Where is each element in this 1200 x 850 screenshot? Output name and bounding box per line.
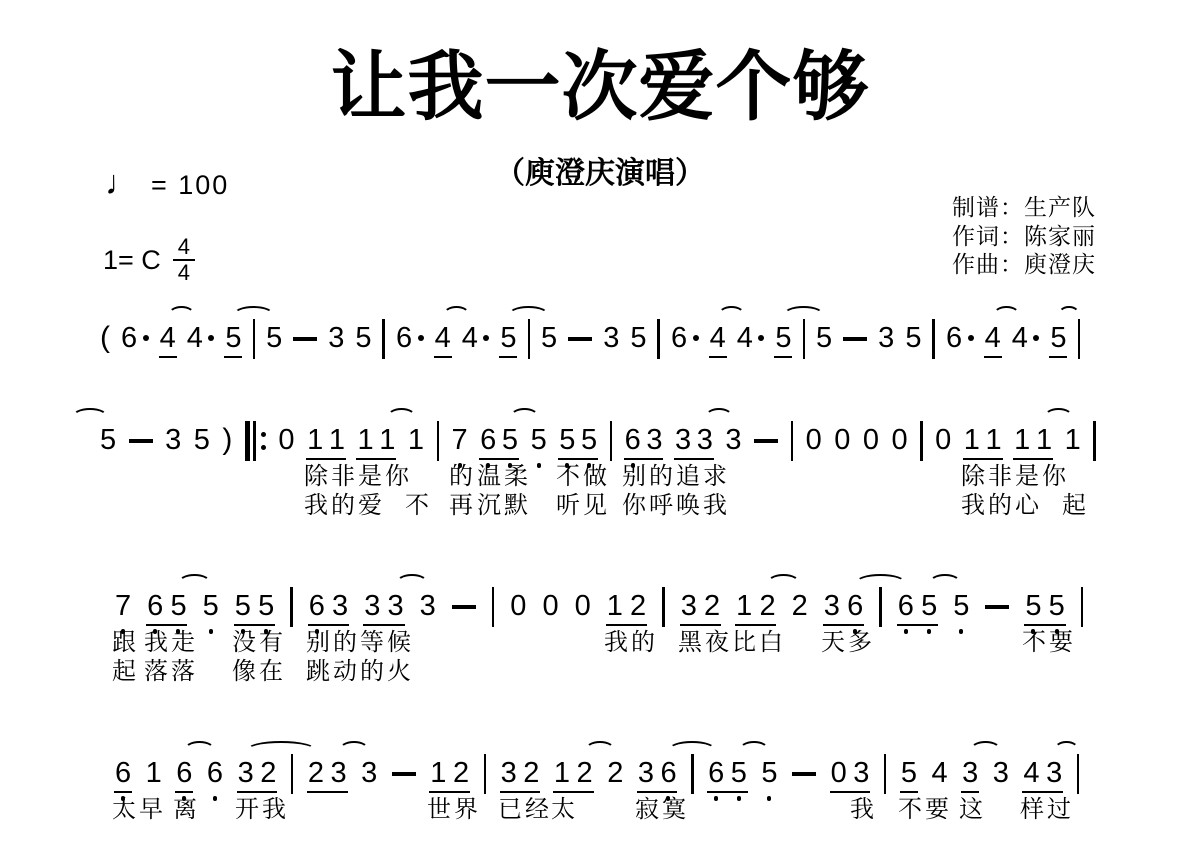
note-token: 0	[542, 590, 559, 622]
lyric-run: 样过	[1020, 796, 1074, 823]
note-token: 0	[830, 757, 847, 789]
note-token: 5	[530, 424, 547, 456]
lyric-run: 的	[449, 463, 476, 490]
note-token: 1	[1064, 424, 1081, 456]
beam-line	[114, 791, 132, 794]
beam-line	[224, 356, 242, 359]
time-denominator: 4	[177, 260, 191, 285]
note-token: 5	[559, 424, 576, 456]
slur-arc	[718, 306, 745, 324]
barline	[884, 754, 887, 794]
note-token: 3	[332, 590, 349, 622]
note-token: 4	[736, 322, 753, 354]
note-token: 0	[935, 424, 952, 456]
barline	[691, 754, 694, 794]
note-token: 6	[670, 322, 688, 354]
note-token: 6	[847, 590, 864, 622]
note-token: 1	[307, 424, 324, 456]
slur-arc	[993, 306, 1020, 324]
lyric-run: 别的等候	[306, 629, 414, 656]
slur-arc	[339, 741, 369, 759]
dash-note	[129, 439, 153, 443]
beam-line	[707, 791, 748, 794]
lyric-run: 寂寞	[635, 796, 689, 823]
slur-arc	[1058, 306, 1080, 324]
note-token: 5	[1048, 590, 1065, 622]
note-token: 1	[407, 424, 425, 456]
slur-arc	[387, 408, 416, 426]
octave-dot	[959, 629, 964, 634]
note-token: 3	[680, 590, 697, 622]
note-token: 5	[355, 322, 372, 354]
lyric-run: 跳动的火	[306, 658, 414, 685]
note-token: 5	[541, 322, 558, 354]
barline	[253, 319, 256, 359]
note-token: 5	[775, 322, 792, 354]
slur-arc	[168, 306, 195, 324]
dash-note	[754, 439, 778, 443]
beam-line	[434, 356, 452, 359]
note-token: 7	[115, 590, 132, 622]
note-token: 4	[159, 322, 176, 354]
beam-line	[984, 356, 1002, 359]
song-title: 让我一次爱个够	[330, 45, 870, 130]
augmentation-dot	[968, 335, 974, 341]
score-line-4	[112, 757, 1094, 823]
barline	[484, 754, 487, 794]
beam-line	[963, 458, 1003, 461]
note-token: 0	[510, 590, 527, 622]
note-token: 0	[805, 424, 822, 456]
slur-arc	[585, 741, 615, 759]
lyric-run: 你呼唤我	[622, 492, 730, 519]
lyric-run: 已经	[498, 796, 552, 823]
note-token: 5	[225, 322, 242, 354]
note-token: 1	[606, 590, 623, 622]
note-token: 4	[1011, 322, 1028, 354]
lyric-run: 起	[1062, 492, 1089, 519]
slur-arc	[855, 574, 906, 592]
octave-dot	[213, 796, 218, 801]
beam-line	[624, 458, 663, 461]
lyric-run: 这	[959, 796, 986, 823]
beam-line	[307, 791, 348, 794]
note-token: 5	[501, 424, 519, 456]
note-token: 2	[307, 757, 324, 789]
lyric-run: 像在	[232, 658, 286, 685]
lyric-run: 起	[112, 658, 139, 685]
note-token: 2	[576, 757, 593, 789]
note-token: 3	[387, 590, 404, 622]
note-token: 6	[395, 322, 413, 354]
note-token: 3	[330, 757, 347, 789]
note-token: 5	[234, 590, 251, 622]
barline	[528, 319, 531, 359]
lyric-run: 温柔	[477, 463, 531, 490]
lyric-run: 我的	[604, 629, 658, 656]
slur-arc	[739, 741, 769, 759]
barline	[1077, 754, 1080, 794]
note-token: 4	[931, 757, 948, 789]
slur-arc	[246, 741, 316, 759]
lyric-run: 除非是你	[961, 463, 1069, 490]
slur-arc	[929, 574, 961, 592]
lyric-run: 不要	[1022, 629, 1076, 656]
beam-line	[1049, 356, 1067, 359]
lyric-run: 太早	[112, 796, 166, 823]
barline	[492, 587, 495, 627]
barline	[932, 319, 935, 359]
note-token: 4	[984, 322, 1001, 354]
note-token: 0	[891, 424, 908, 456]
beam-line	[961, 791, 979, 794]
octave-dot	[537, 463, 542, 468]
note-token: 5	[193, 424, 210, 456]
slur-arc	[178, 574, 211, 592]
beam-line	[363, 624, 405, 627]
augmentation-dot	[483, 335, 489, 341]
lyric-run: 太	[551, 796, 578, 823]
augmentation-dot	[758, 335, 764, 341]
lyric-run: 世界	[427, 796, 481, 823]
lyric-run: 我的爱	[304, 492, 385, 519]
lyric-run: 开我	[235, 796, 289, 823]
beam-line	[175, 791, 193, 794]
barline	[610, 421, 613, 461]
note-token: 1	[328, 424, 345, 456]
note-token: 3	[361, 757, 378, 789]
parenthesis: )	[222, 423, 233, 456]
note-token: 1	[553, 757, 571, 789]
note-token: 6	[121, 322, 138, 354]
slur-arc	[510, 408, 539, 426]
note-token: 6	[624, 424, 641, 456]
octave-dot	[714, 796, 719, 801]
beam-line	[479, 458, 519, 461]
note-token: 5	[500, 322, 517, 354]
beam-line	[1013, 458, 1053, 461]
lyric-run: 听见	[556, 492, 610, 519]
note-token: 0	[574, 590, 591, 622]
note-token: 3	[853, 757, 870, 789]
augmentation-dot	[693, 335, 699, 341]
note-token: 5	[1050, 322, 1067, 354]
note-token: 2	[523, 757, 540, 789]
note-token: 5	[921, 590, 938, 622]
score-line-3	[112, 590, 1099, 685]
note-token: 1	[379, 424, 396, 456]
lyric-run: 黑夜比白	[678, 629, 786, 656]
note-token: 4	[461, 322, 478, 354]
beam-line	[735, 624, 776, 627]
dash-note	[392, 772, 416, 776]
note-token: 3	[878, 322, 895, 354]
lyric-run: 我	[850, 796, 877, 823]
credit-composer: 作曲：庾澄庆	[952, 251, 1096, 277]
note-token: 6	[308, 590, 325, 622]
lyric-run: 跟	[112, 629, 139, 656]
note-token: 1	[963, 424, 980, 456]
slur-arc	[443, 306, 470, 324]
slur-arc	[783, 306, 824, 324]
beam-line	[830, 791, 870, 794]
note-token: 3	[603, 322, 620, 354]
note-token: 1	[736, 590, 753, 622]
note-token: 3	[725, 424, 742, 456]
barline	[437, 421, 440, 461]
note-token: 4	[186, 322, 203, 354]
slur-arc	[668, 741, 716, 759]
lyric-run: 除非是你	[304, 463, 412, 490]
note-token: 3	[500, 757, 517, 789]
lyric-run: 落落	[144, 658, 198, 685]
lyric-run: 离	[173, 796, 200, 823]
note-token: 1	[430, 757, 447, 789]
beam-line	[558, 458, 598, 461]
beam-line	[823, 624, 864, 627]
barline	[1081, 587, 1084, 627]
barline	[1093, 421, 1096, 461]
augmentation-dot	[1033, 335, 1039, 341]
tempo-value: = 100	[151, 170, 230, 200]
note-token: 6	[708, 757, 725, 789]
lyric-run: 不	[405, 492, 432, 519]
note-token: 3	[823, 590, 840, 622]
barline	[791, 421, 794, 461]
barline	[1078, 319, 1081, 359]
note-token: 6	[480, 424, 497, 456]
note-token: 3	[675, 424, 692, 456]
note-token: 3	[962, 757, 979, 789]
dash-note	[293, 337, 317, 341]
beam-line	[774, 356, 792, 359]
score-line-2	[100, 423, 1108, 519]
repeat-start-sign	[245, 421, 266, 461]
note-token: 5	[580, 424, 598, 456]
note-token: 5	[170, 590, 187, 622]
note-token: 6	[660, 757, 677, 789]
note-token: 6	[115, 757, 132, 789]
beam-line	[1024, 624, 1066, 627]
slur-arc	[970, 741, 1001, 759]
note-token: 2	[260, 757, 277, 789]
note-token: 5	[730, 757, 747, 789]
note-token: 6	[945, 322, 963, 354]
note-token: 2	[759, 590, 776, 622]
beam-line	[306, 458, 346, 461]
lyric-run: 不做	[556, 463, 610, 490]
beam-line	[146, 624, 187, 627]
note-token: 2	[791, 590, 808, 622]
note-token: 1	[985, 424, 1002, 456]
beam-line	[900, 791, 918, 794]
slur-arc	[705, 408, 733, 426]
note-token: 5	[1025, 590, 1042, 622]
repeat-dots	[259, 421, 266, 461]
slur-arc	[396, 574, 428, 592]
note-token: 1	[1035, 424, 1053, 456]
dash-note	[843, 337, 867, 341]
beam-line	[356, 458, 396, 461]
note-token: 3	[1046, 757, 1063, 789]
note-token: 2	[630, 590, 647, 622]
beam-line	[159, 356, 177, 359]
octave-dot	[209, 629, 214, 634]
quarter-note-icon: ♩	[105, 164, 139, 202]
note-token: 0	[862, 424, 879, 456]
dash-note	[568, 337, 592, 341]
note-token: 6	[897, 590, 914, 622]
barline	[920, 421, 923, 461]
lyric-run: 沉默	[477, 492, 531, 519]
note-token: 0	[834, 424, 851, 456]
time-numerator: 4	[173, 236, 195, 261]
beam-line	[499, 356, 517, 359]
repeat-thin-bar	[253, 421, 256, 461]
octave-dot	[737, 796, 742, 801]
octave-dot	[904, 629, 909, 634]
beam-line	[680, 624, 721, 627]
note-token: 6	[147, 590, 164, 622]
slur-arc	[1044, 408, 1073, 426]
beam-line	[429, 791, 470, 794]
note-token: 5	[761, 757, 778, 789]
barline	[382, 319, 385, 359]
slur-arc	[233, 306, 274, 324]
note-token: 4	[1023, 757, 1040, 789]
barline	[290, 587, 293, 627]
lyric-run: 我走	[144, 629, 198, 656]
beam-line	[500, 791, 540, 794]
note-token: 5	[630, 322, 647, 354]
note-token: 2	[704, 590, 721, 622]
note-token: 3	[696, 424, 713, 456]
note-token: 3	[992, 757, 1009, 789]
beam-line	[674, 458, 714, 461]
lyric-run: 我的心	[961, 492, 1042, 519]
beam-line	[637, 791, 677, 794]
lyric-run: 天多	[821, 629, 875, 656]
note-token: 3	[165, 424, 182, 456]
lyric-run: 没有	[232, 629, 286, 656]
augmentation-dot	[143, 335, 149, 341]
barline	[879, 587, 882, 627]
barline	[803, 319, 806, 359]
note-token: 2	[452, 757, 470, 789]
barline	[291, 754, 294, 794]
beam-line	[308, 624, 349, 627]
parenthesis: (	[100, 321, 110, 354]
note-token: 6	[206, 757, 224, 789]
lyric-run: 不要	[898, 796, 952, 823]
beam-line	[237, 791, 277, 794]
octave-dot	[927, 629, 932, 634]
beam-line	[553, 791, 594, 794]
note-token: 6	[176, 757, 193, 789]
dash-note	[792, 772, 816, 776]
note-token: 5	[266, 322, 283, 354]
note-token: 5	[900, 757, 917, 789]
slur-arc	[1054, 741, 1079, 759]
beam-line	[606, 624, 647, 627]
barline	[662, 587, 665, 627]
score-line-1	[100, 322, 1091, 359]
note-token: 5	[100, 424, 117, 456]
slur-arc	[767, 574, 800, 592]
note-token: 3	[328, 322, 345, 354]
note-token: 5	[905, 322, 922, 354]
note-token: 0	[278, 424, 295, 456]
note-token: 3	[419, 590, 436, 622]
note-token: 3	[237, 757, 254, 789]
octave-dot	[767, 796, 772, 801]
beam-line	[897, 624, 938, 627]
note-token: 5	[258, 590, 275, 622]
note-token: 2	[607, 757, 624, 789]
note-token: 5	[953, 590, 970, 622]
beam-line	[1022, 791, 1063, 794]
note-token: 1	[1014, 424, 1031, 456]
dash-note	[985, 605, 1009, 609]
slur-arc	[508, 306, 549, 324]
note-token: 1	[145, 757, 162, 789]
performer-subtitle: （庾澄庆演唱）	[495, 157, 705, 190]
note-token: 4	[434, 322, 451, 354]
note-token: 7	[451, 424, 468, 456]
repeat-thick-bar	[245, 421, 251, 461]
barline	[657, 319, 660, 359]
dash-note	[452, 605, 476, 609]
credit-lyricist: 作词：陈家丽	[952, 222, 1096, 249]
note-token: 3	[646, 424, 663, 456]
beam-line	[709, 356, 727, 359]
note-token: 5	[816, 322, 833, 354]
note-token: 1	[357, 424, 374, 456]
credit-arranger: 制谱：生产队	[952, 194, 1096, 220]
note-token: 4	[709, 322, 726, 354]
note-token: 3	[637, 757, 654, 789]
key-text: 1= C	[103, 244, 161, 275]
note-token: 5	[202, 590, 219, 622]
lyric-run: 别的追求	[622, 463, 730, 490]
slur-arc	[72, 408, 108, 426]
beam-line	[234, 624, 275, 627]
lyric-run: 再	[449, 492, 476, 519]
slur-arc	[184, 741, 215, 759]
augmentation-dot	[418, 335, 424, 341]
note-token: 3	[364, 590, 381, 622]
augmentation-dot	[208, 335, 214, 341]
